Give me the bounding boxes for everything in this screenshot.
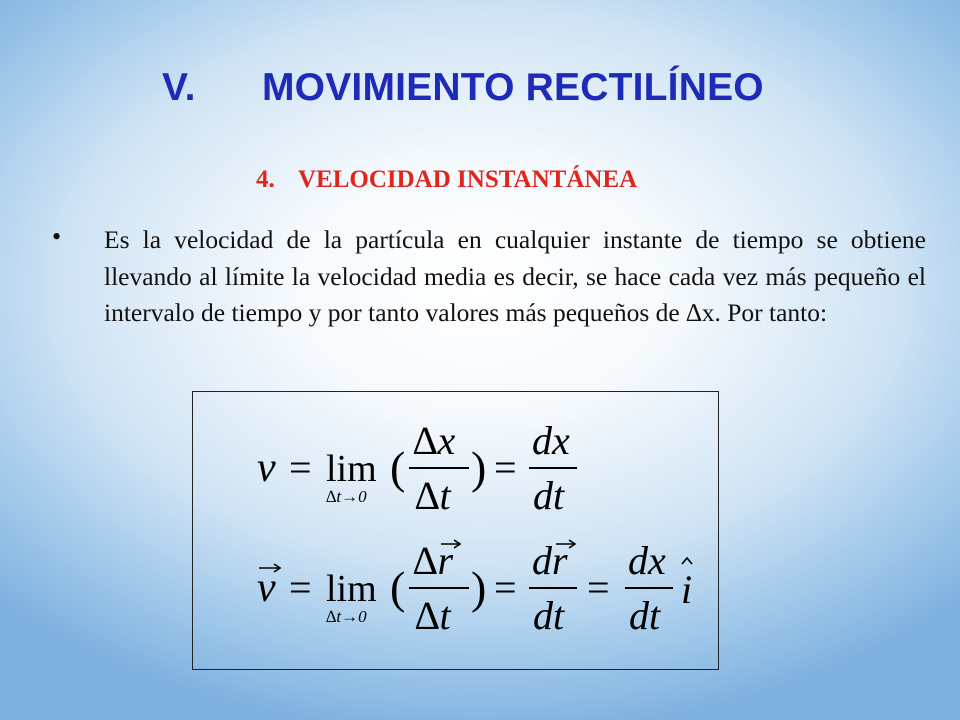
eq2-unit-vector: i: [681, 567, 693, 612]
title-text: MOVIMIENTO RECTILÍNEO: [262, 66, 764, 109]
eq1-paren-close: ): [471, 442, 487, 493]
bullet-icon: •: [52, 222, 62, 251]
eq2-paren-close: ): [471, 562, 487, 613]
eq2-paren-open: (: [390, 562, 406, 613]
eq1-paren-open: (: [390, 442, 406, 493]
bullet-paragraph: Es la velocidad de la partícula en cualquier instante de tiempo se obtiene llevando al límite la velocidad media es decir, se hace cada vez más pequeño el intervalo de tiempo y por tanto valores más pequeños de ∆x. Por tanto:: [104, 225, 926, 327]
eq2-numerator-2: dr: [532, 538, 568, 583]
eq1-numerator: ∆x: [413, 418, 456, 463]
eq1-lim: lim: [326, 448, 377, 490]
eq2-numerator: ∆r: [413, 538, 454, 583]
eq2-numerator-3: dx: [628, 538, 666, 583]
eq2-equals-3: =: [587, 565, 610, 610]
eq2-lhs: v: [257, 565, 276, 611]
title-number: V.: [162, 66, 196, 109]
eq2-denominator: ∆t: [415, 593, 451, 638]
eq1-lhs: v: [257, 445, 276, 491]
formula-box: [192, 391, 719, 670]
eq2-denominator-2: dt: [533, 593, 565, 638]
eq2-lim-sub: ∆t→0: [326, 607, 367, 626]
eq2-equals-2: =: [494, 565, 517, 610]
eq1-denominator-2: dt: [533, 473, 565, 518]
eq1-numerator-2: dx: [532, 418, 570, 463]
eq2-denominator-3: dt: [629, 593, 661, 638]
eq1-denominator: ∆t: [415, 473, 451, 518]
eq1-equals: =: [289, 445, 312, 490]
equation-velocity: [257, 418, 577, 518]
section-text: VELOCIDAD INSTANTÁNEA: [298, 166, 638, 193]
section-number: 4.: [256, 166, 275, 193]
eq2-equals: =: [289, 565, 312, 610]
eq1-lim-sub: ∆t→0: [326, 487, 367, 506]
eq1-equals-2: =: [494, 445, 517, 490]
formula-svg: [193, 392, 720, 671]
hat-icon: [682, 558, 692, 564]
eq2-lim: lim: [326, 568, 377, 610]
equation-vector-velocity: [257, 538, 692, 638]
